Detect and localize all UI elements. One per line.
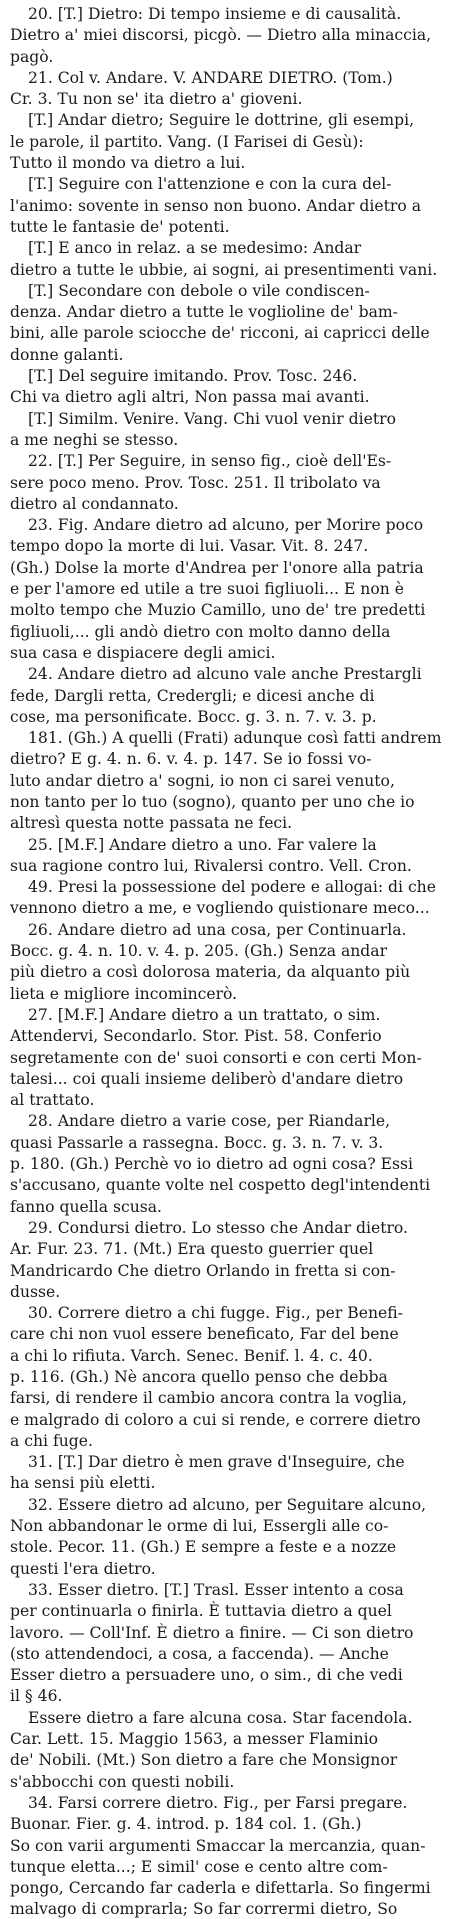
text-line: pongo, Cercando far caderla e difettarla. So fingermi xyxy=(10,1879,431,1898)
text-line: l'animo: sovente in senso non buono. Andar dietro a xyxy=(10,196,421,215)
text-line: questi l'era dietro. xyxy=(10,1559,156,1578)
text-line: a chi lo rifiuta. Varch. Senec. Benif. l. 4. c. 40. xyxy=(10,1346,373,1365)
text-line: tunque eletta...; E simil' cose e cento altre com- xyxy=(10,1857,388,1876)
text-line: stole. Pecor. 11. (Gh.) E sempre a feste e a nozze xyxy=(10,1538,397,1557)
text-line: Tutto il mondo va dietro a lui. xyxy=(10,154,246,173)
text-line: s'accusano, quante volte nel cospetto degl'intendenti xyxy=(10,1176,431,1195)
text-line: p. 116. (Gh.) Nè ancora quello penso che debba xyxy=(10,1368,388,1386)
text-line: 33. Esser dietro. [T.] Trasl. Esser intento a cosa xyxy=(28,1580,404,1599)
text-line: tempo dopo la morte di lui. Vasar. Vit. 8. 247. xyxy=(10,537,369,556)
text-line: 181. (Gh.) A quelli (Frati) adunque così fatti andrem xyxy=(28,729,442,748)
text-line: altresì questa notte passata ne feci. xyxy=(10,814,293,833)
text-line: (Gh.) Dolse la morte d'Andrea per l'onore alla patria xyxy=(10,558,424,577)
text-line: al trattato. xyxy=(10,1091,95,1110)
text-line: e per l'amore ed utile a tre suoi figliuoli... E non è xyxy=(10,580,404,599)
text-line: dietro? E g. 4. n. 6. v. 4. p. 147. Se io fossi vo- xyxy=(10,750,372,769)
text-line: non tanto per lo tuo (sogno), quanto per uno che io xyxy=(10,792,415,811)
text-line: pagò. xyxy=(10,47,54,66)
text-line: [T.] Secondare con debole o vile condiscen- xyxy=(28,281,370,300)
text-line: care chi non vuol essere beneficato, Far del bene xyxy=(10,1325,399,1344)
text-line: 31. [T.] Dar dietro è men grave d'Inseguire, che xyxy=(28,1453,405,1472)
text-line: Dietro a' miei discorsi, picgò. — Dietro alla minaccia, xyxy=(10,26,432,45)
text-line: Cr. 3. Tu non se' ita dietro a' gioveni. xyxy=(10,90,303,109)
text-line: 32. Essere dietro ad alcuno, per Seguitare alcuno, xyxy=(28,1495,427,1514)
text-line: 27. [M.F.] Andare dietro a un trattato, o sim. xyxy=(28,1005,381,1024)
text-line: più dietro a così dolorosa materia, da alquanto più xyxy=(10,963,411,982)
text-line: 21. Col v. Andare. V. ANDARE DIETRO. (Tom.) xyxy=(28,68,393,87)
text-line: Essere dietro a fare alcuna cosa. Star facendola. xyxy=(28,1708,413,1727)
text-line: figliuoli,... gli andò dietro con molto danno della xyxy=(10,622,391,641)
text-line: [T.] Similm. Venire. Vang. Chi vuol venir dietro xyxy=(28,409,396,428)
text-line: lieta e migliore incomincerò. xyxy=(10,984,238,1003)
text-line: [T.] Seguire con l'attenzione e con la cura del- xyxy=(28,175,392,194)
text-line: donne galanti. xyxy=(10,345,124,364)
text-line: de' Nobili. (Mt.) Son dietro a fare che Monsignor xyxy=(10,1751,398,1770)
text-line: per continuarla o finirla. È tuttavia dietro a quel xyxy=(10,1602,392,1621)
text-line: fanno quella scusa. xyxy=(10,1197,163,1216)
text-line: Car. Lett. 15. Maggio 1563, a messer Flaminio xyxy=(10,1730,379,1749)
text-line: fede, Dargli retta, Credergli; e dicesi anche di xyxy=(10,686,375,705)
text-line: [T.] Del seguire imitando. Prov. Tosc. 246. xyxy=(28,367,358,386)
text-line: Ar. Fur. 23. 71. (Mt.) Era questo guerrier quel xyxy=(10,1240,374,1259)
text-line: ha sensi più eletti. xyxy=(10,1474,156,1493)
text-line: il § 46. xyxy=(10,1687,63,1706)
text-line: vennono dietro a me, e vogliendo quistionare meco... xyxy=(10,899,430,918)
text-line: 22. [T.] Per Seguire, in senso fig., cioè dell'Es- xyxy=(28,452,392,471)
text-line: s'abbocchi con questi nobili. xyxy=(10,1772,235,1791)
text-line: sua casa e dispiacere degli amici. xyxy=(10,643,276,662)
text-line: 24. Andare dietro ad alcuno vale anche Prestargli xyxy=(28,665,422,684)
text-line: 26. Andare dietro ad una cosa, per Continuarla. xyxy=(28,920,407,939)
text-line: le parole, il partito. Vang. (I Farisei di Gesù): xyxy=(10,132,364,151)
text-line: dusse. xyxy=(10,1282,61,1301)
text-line: Bocc. g. 4. n. 10. v. 4. p. 205. (Gh.) Senza andar xyxy=(10,942,388,961)
text-line: 28. Andare dietro a varie cose, per Riandarle, xyxy=(28,1112,391,1131)
text-line: 34. Farsi correre dietro. Fig., per Farsi pregare. xyxy=(28,1793,408,1812)
text-line: 25. [M.F.] Andare dietro a uno. Far valere la xyxy=(28,835,377,854)
text-line: bini, alle parole sciocche de' ricconi, ai capricci delle xyxy=(10,324,430,343)
text-line: (sto attendendoci, a cosa, a faccenda). — Anche xyxy=(10,1644,389,1663)
text-line: 29. Condursi dietro. Lo stesso che Andar dietro. xyxy=(28,1218,408,1237)
text-line: [T.] E anco in relaz. a se medesimo: Andar xyxy=(28,239,362,258)
text-line: Mandricardo Che dietro Orlando in fretta si con- xyxy=(10,1261,396,1280)
text-line: tutte le fantasie de' potenti. xyxy=(10,217,230,236)
text-line: farsi, di rendere il cambio ancora contra la voglia, xyxy=(10,1389,407,1408)
text-line: luto andar dietro a' sogni, io non ci sarei venuto, xyxy=(10,771,395,790)
text-line: sere poco meno. Prov. Tosc. 251. Il tribolato va xyxy=(10,473,381,492)
text-line: lavoro. — Coll'Inf. È dietro a finire. — Ci son dietro xyxy=(10,1623,414,1642)
text-line: Non abbandonar le orme di lui, Essergli alle co- xyxy=(10,1517,389,1536)
text-line: 49. Presi la possessione del podere e allogai: di che xyxy=(28,878,436,897)
text-line: Attendervi, Secondarlo. Stor. Pist. 58. Conferio xyxy=(10,1027,382,1046)
text-line: talesi... coi quali insieme deliberò d'andare dietro xyxy=(10,1069,404,1088)
text-line: 23. Fig. Andare dietro ad alcuno, per Morire poco xyxy=(28,516,424,535)
text-line: e malgrado di coloro a cui si rende, e correre dietro xyxy=(10,1410,421,1429)
text-line: denza. Andar dietro a tutte le voglioline de' bam- xyxy=(10,303,398,322)
text-line: molto tempo che Muzio Camillo, uno de' tre predetti xyxy=(10,601,426,620)
text-line: Chi va dietro agli altri, Non passa mai avanti. xyxy=(10,388,370,407)
text-line: cose, ma personificate. Bocc. g. 3. n. 7. v. 3. p. xyxy=(10,707,377,726)
text-line: segretamente con de' suoi consorti e con certi Mon- xyxy=(10,1048,422,1067)
text-line: malvago di comprarla; So far corrermi dietro, So xyxy=(10,1900,398,1919)
text-line: [T.] Andar dietro; Seguire le dottrine, gli esempi, xyxy=(28,111,415,130)
text-line: dietro al condannato. xyxy=(10,494,179,513)
text-line: a me neghi se stesso. xyxy=(10,430,179,449)
text-line: p. 180. (Gh.) Perchè vo io dietro ad ogni cosa? Essi xyxy=(10,1155,414,1174)
text-line: 20. [T.] Dietro: Di tempo insieme e di causalità. xyxy=(28,5,402,23)
text-line: quasi Passarle a rassegna. Bocc. g. 3. n. 7. v. 3. xyxy=(10,1133,384,1152)
text-line: 30. Correre dietro a chi fugge. Fig., per Benefi- xyxy=(28,1304,403,1323)
text-line: sua ragione contro lui, Rivalersi contro. Vell. Cron. xyxy=(10,856,412,875)
text-line: a chi fuge. xyxy=(10,1431,93,1450)
text-line: Buonar. Fier. g. 4. introd. p. 184 col. 1. (Gh.) xyxy=(10,1815,362,1834)
text-line: So con varii argumenti Smaccar la mercanzia, quan- xyxy=(10,1836,426,1855)
text-line: Esser dietro a persuadere uno, o sim., di che vedi xyxy=(10,1666,403,1685)
text-line: dietro a tutte le ubbie, ai sogni, ai presentimenti vani. xyxy=(10,260,438,279)
